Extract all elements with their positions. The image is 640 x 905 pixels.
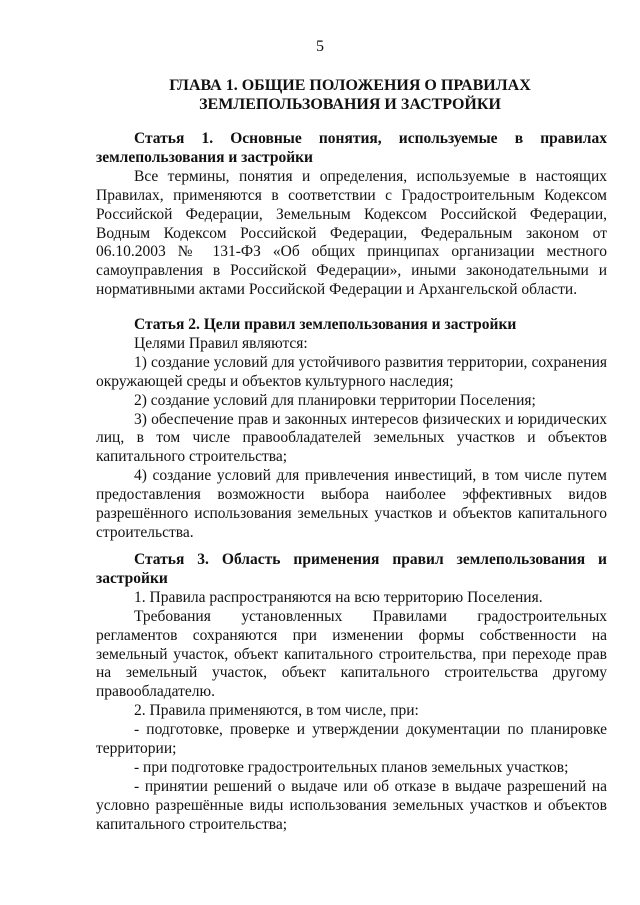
article-3-paragraph: - подготовке, проверке и утверждении документации по планировке территории; [96, 721, 607, 758]
article-1 [96, 130, 607, 300]
article-2-paragraph: 1) создание условий для устойчивого развития территории, сохранения окружающей среды и объектов культурного наследия; [96, 353, 607, 390]
article-2-paragraph: 4) создание условий для привлечения инвестиций, в том числе путем предоставления возможности выбора наиболее эффективных видов разрешённого использования земельных участков и объектов капитального строительства. [96, 467, 607, 541]
article-3-paragraph: - принятии решений о выдаче или об отказе в выдаче разрешений на условно разрешённые виды использования земельных участков и объектов капитального строительства; [96, 777, 607, 833]
article-3-paragraph: Требования установленных Правилами градостроительных регламентов сохраняются при изменении формы собственности на земельный участок, объект капитального строительства, при переходе прав на земельный участок, объект капитального строительства другому правообладателю. [96, 607, 607, 701]
article-3-heading: Статья 3. Область применения правил землепользования и застройки [96, 551, 607, 587]
article-2-paragraph: 2) создание условий для планировки территории Поселения; [134, 391, 536, 409]
article-2-heading: Статья 2. Цели правил землепользования и застройки [134, 316, 517, 333]
article-3 [96, 551, 607, 835]
page-number: 5 [316, 38, 324, 55]
article-1-paragraph: Все термины, понятия и определения, используемые в настоящих Правилах, применяются в соответствии с Градостроительным Кодексом Российской Федерации, Земельным Кодексом Российской Федерации, Водным Кодексом Российской Федерации, Федеральным законом от 06.10.2003 № 131-ФЗ «Об общих принципах организации местного самоуправления в Российской Федерации», иными законодательными и нормативными актами Российской Федерации и Архангельской области. [96, 167, 607, 299]
article-2-paragraph: Целями Правил являются: [134, 334, 308, 352]
article-3-paragraph: 2. Правила применяются, в том числе, при: [134, 702, 419, 720]
article-2 [96, 316, 607, 543]
article-3-paragraph: 1. Правила распространяются на всю территорию Поселения. [134, 588, 543, 606]
article-1-heading: Статья 1. Основные понятия, используемые в правилах землепользования и застройки [96, 130, 607, 166]
article-2-paragraph: 3) обеспечение прав и законных интересов физических и юридических лиц, в том числе правообладателей земельных участков и объектов капитального строительства; [96, 410, 607, 466]
article-3-paragraph: - при подготовке градостроительных планов земельных участков; [134, 758, 569, 776]
chapter-title: ГЛАВА 1. ОБЩИЕ ПОЛОЖЕНИЯ О ПРАВИЛАХ ЗЕМЛЕПОЛЬЗОВАНИЯ И ЗАСТРОЙКИ [169, 77, 531, 113]
